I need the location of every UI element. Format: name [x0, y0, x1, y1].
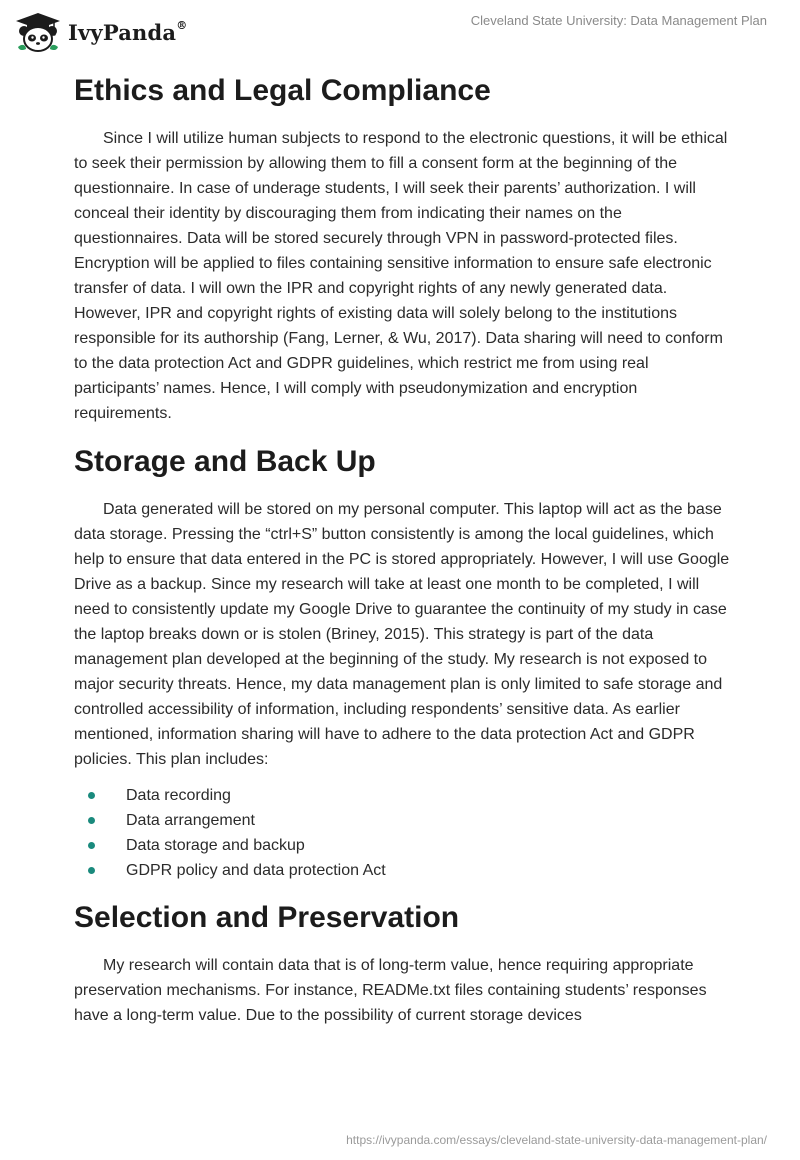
ivypanda-logo[interactable]: [14, 10, 187, 54]
section-storage: [74, 441, 734, 883]
section-selection: [74, 897, 734, 1028]
list-item: Data recording: [74, 783, 734, 808]
bullet-icon: [88, 842, 95, 849]
essay-content: [74, 70, 734, 1043]
plan-list: [74, 783, 734, 883]
list-item: GDPR policy and data protection Act: [74, 858, 734, 883]
section-ethics: [74, 70, 734, 426]
document-title: Cleveland State University: Data Management Plan: [470, 13, 767, 28]
section-paragraph: Since I will utilize human subjects to respond to the electronic questions, it will be ethical to seek their permission by allowing them to fill a consent form at the beginning of the questionnaire. In case of underage students, I will seek their parents’ authorization. I will conceal their identity by discouraging them from indicating their names on the questionnaires. Data will be stored securely through VPN in password-protected files. Encryption will be applied to files containing sensitive information to ensure safe electronic transfer of data. I will own the IPR and copyright rights of any newly generated data. However, IPR and copyright rights of existing data will solely belong to the institutions responsible for its authorship (Fang, Lerner, & Wu, 2017). Data sharing will need to conform to the data protection Act and GDPR guidelines, which restrict me from using real participants’ names. Hence, I will comply with pseudonymization and encryption requirements.: [74, 130, 728, 422]
list-item: Data arrangement: [74, 808, 734, 833]
panda-graduate-icon: [14, 11, 62, 53]
section-paragraph: My research will contain data that is of long-term value, hence requiring appropriate preservation mechanisms. For instance, READMe.txt files containing students’ responses have a long-term value. Due to the possibility of current storage devices: [74, 957, 707, 1024]
registered-mark: ®: [176, 18, 188, 32]
list-item: Data storage and backup: [74, 833, 734, 858]
section-heading: Storage and Back Up: [74, 445, 376, 478]
bullet-icon: [88, 792, 95, 799]
section-paragraph: Data generated will be stored on my personal computer. This laptop will act as the base data storage. Pressing the “ctrl+S” button consistently is among the local guidelines, which help to ensure that data entered in the PC is stored appropriately. However, I will use Google Drive as a backup. Since my research will take at least one month to be completed, I will need to consistently update my Google Drive to guarantee the continuity of my study in case the laptop breaks down or is stolen (Briney, 2015). This strategy is part of the data management plan developed at the beginning of the study. My research is not exposed to major security threats. Hence, my data management plan is only limited to safe storage and controlled accessibility of information, including respondents’ sensitive data. As earlier mentioned, information sharing will have to adhere to the data protection Act and GDPR policies. This plan includes:: [74, 501, 730, 768]
source-url[interactable]: https://ivypanda.com/essays/cleveland-state-university-data-management-plan/: [346, 1133, 767, 1147]
brand-name: IvyPanda®: [68, 18, 188, 45]
page-header: [0, 0, 800, 60]
bullet-icon: [88, 867, 95, 874]
section-heading: Ethics and Legal Compliance: [74, 74, 491, 107]
section-heading: Selection and Preservation: [74, 901, 460, 934]
bullet-icon: [88, 817, 95, 824]
